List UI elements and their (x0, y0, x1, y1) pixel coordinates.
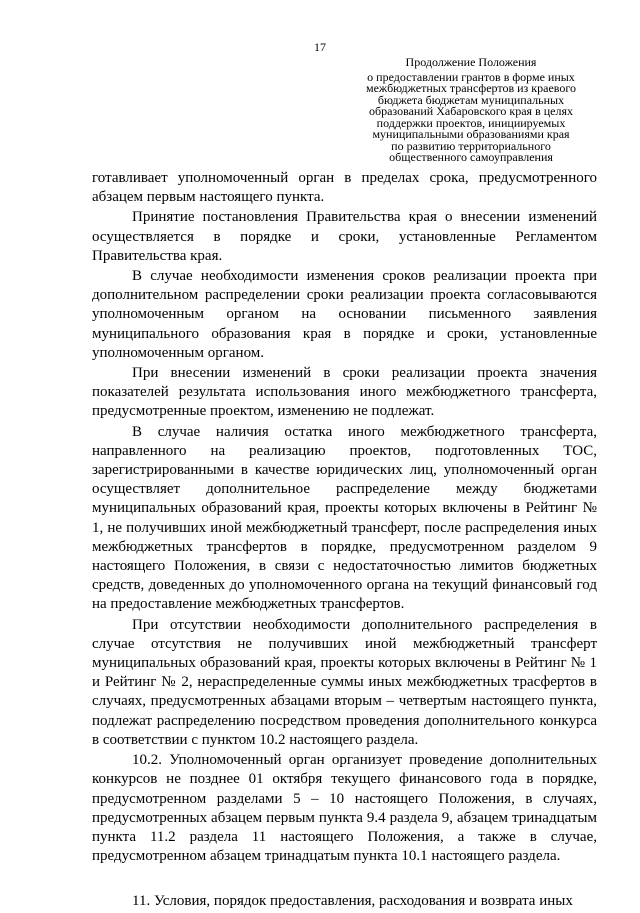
section-heading: 11. Условия, порядок предоставления, расходования и возврата иных (132, 893, 573, 910)
header-line: по развитию территориального (391, 138, 551, 153)
header-line: поддержки проектов, инициируемых (376, 115, 566, 130)
header-line: общественного самоуправления (389, 150, 553, 164)
document-body (92, 169, 597, 913)
header-line: межбюджетных трансфертов из краевого (366, 81, 576, 95)
header-line: о предоставлении грантов в форме иных (367, 69, 575, 84)
header-line: бюджета бюджетам муниципальных (377, 92, 565, 107)
header-block (346, 57, 596, 164)
paragraph: В случае необходимости изменения сроков реализации проекта при дополнительном распределении сроки реализации проекта согласовываются уполномоченным органом на основании письменного заявления муниципального образования края в порядке и сроки, установленные уполномоченным органом. (92, 268, 597, 361)
header-line: образований Хабаровского края в целях (369, 104, 573, 118)
paragraph: Принятие постановления Правительства края о внесении изменений осуществляется в порядке и сроки, установленные Регламентом Правительства края. (92, 209, 597, 264)
paragraph: 10.2. Уполномоченный орган организует проведение дополнительных конкурсов не позднее 01 октября текущего финансового года в порядке, предусмотренном разделами 5 – 10 настоящего Положения, в случаях, предусмотренных абзацем первым пункта 9.4 раздела 9, абзацем тринадцатым пункта 11.2 раздела 11 настоящего Положения, а также в случае, предусмотренном абзацем тринадцатым пункта 10.1 настоящего раздела. (92, 752, 597, 865)
header-title: Продолжение Положения (405, 55, 537, 69)
paragraph: готавливает уполномоченный орган в пределах срока, предусмотренного абзацем первым настоящего пункта. (92, 170, 597, 206)
header-line: муниципальными образованиями края (372, 127, 570, 141)
paragraph: При отсутствии необходимости дополнительного распределения в случае отсутствия не получивших иной межбюджетный трансферт муниципальных образований края, проекты которых включены в Рейтинг № 1 и Рейтинг № 2, нераспределенные суммы иных межбюджетных трасфертов в случаях, предусмотренных абзацами вторым – четвертым настоящего пункта, подлежат распределению посредством проведения дополнительного конкурса в соответствии с пунктом 10.2 настоящего раздела. (92, 616, 597, 748)
page-number: 17 (314, 40, 326, 54)
paragraph: При внесении изменений в сроки реализации проекта значения показателей результата использования иного межбюджетного трансферта, предусмотренные проектом, изменению не подлежат. (92, 365, 597, 420)
paragraph: В случае наличия остатка иного межбюджетного трансферта, направленного на реализацию проектов, подготовленных ТОС, зарегистрированными в качестве юридических лиц, уполномоченный орган осуществляет дополнительное распределение между бюджетами муниципальных образований края, проекты которых включены в Рейтинг № 1, не получивших иной межбюджетный трансферт, после распределения иных межбюджетных трансфертов в порядке, предусмотренном разделом 9 настоящего Положения, в связи с недостаточностью лимитов бюджетных средств, доведенных до уполномоченного органа на текущий финансовый год на предоставление межбюджетных трансфертов. (92, 423, 597, 613)
